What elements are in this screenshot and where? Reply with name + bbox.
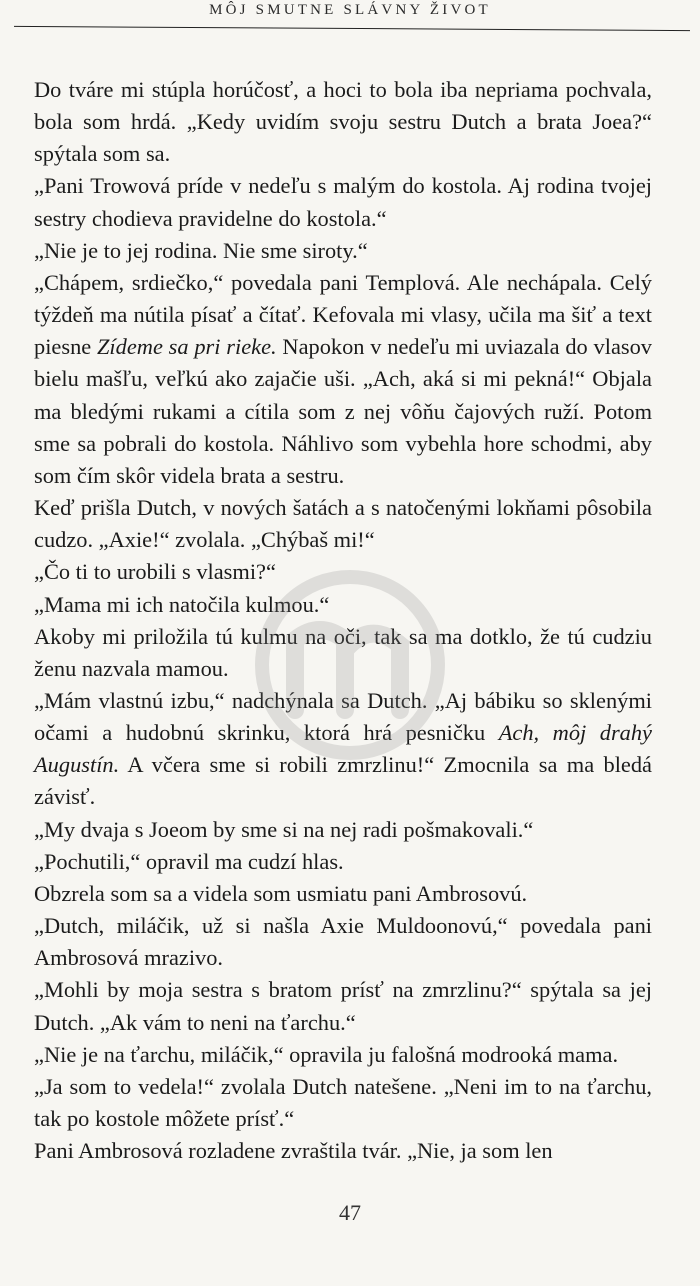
paragraph xyxy=(34,235,652,267)
text-segment: Do tváre mi stúpla horúčosť, a hoci to bola iba nepriama pochvala, bola som hrdá. „Kedy uvidím svoju sestru Dutch a brata Joea?“ spýtala som sa. xyxy=(34,77,652,167)
text-segment: Keď prišla Dutch, v nových šatách a s natočenými lokňami pôsobila cudzo. „Axie!“ zvolala. „Chýbaš mi!“ xyxy=(34,495,652,553)
paragraph xyxy=(34,974,652,1038)
text-segment: „Dutch, miláčik, už si našla Axie Muldoonovú,“ povedala pani Ambrosová mrazivo. xyxy=(34,913,652,971)
paragraph xyxy=(34,878,652,910)
paragraph xyxy=(34,910,652,974)
text-segment: Napokon v nedeľu mi uviazala do vlasov bielu mašľu, veľkú ako zajačie uši. „Ach, aká si mi pekná!“ Objala ma bledými rukami a cítila som z nej vôňu čajových ruží. Potom sme sa pobrali do kostola. Náhlivo som vybehla hore schodmi, aby som čím skôr videla brata a sestru. xyxy=(34,334,652,488)
body-text xyxy=(34,74,652,1167)
running-head: MÔJ SMUTNE SLÁVNY ŽIVOT xyxy=(209,2,491,18)
text-segment: „Mám vlastnú izbu,“ nadchýnala sa Dutch. „Aj bábiku so sklenými očami a hudobnú skrinku, ktorá hrá pesničku xyxy=(34,687,652,746)
text-segment: Akoby mi priložila tú kulmu na oči, tak sa ma dotklo, že tú cudziu ženu nazvala mamou. xyxy=(34,623,652,681)
text-segment: „Pochutili,“ opravil ma cudzí hlas. xyxy=(34,848,344,874)
paragraph xyxy=(34,621,652,685)
text-segment: „Pani Trowová príde v nedeľu s malým do kostola. Aj rodina tvojej sestry chodieva pravidelne do kostola.“ xyxy=(34,173,652,231)
paragraph xyxy=(34,74,652,170)
text-segment: „Mama mi ich natočila kulmou.“ xyxy=(34,591,330,617)
text-segment: „Čo ti to urobili s vlasmi?“ xyxy=(34,559,276,585)
page-number: 47 xyxy=(339,1200,361,1225)
text-segment: „Nie je to jej rodina. Nie sme siroty.“ xyxy=(34,237,368,263)
text-segment: „Mohli by moja sestra s bratom prísť na zmrzlinu?“ spýtala sa jej Dutch. „Ak vám to neni na ťarchu.“ xyxy=(34,977,652,1035)
paragraph xyxy=(34,589,652,621)
paragraph xyxy=(34,1135,652,1167)
paragraph xyxy=(34,846,652,878)
paragraph xyxy=(34,1039,652,1071)
paragraph xyxy=(34,170,652,234)
text-segment: „Nie je na ťarchu, miláčik,“ opravila ju falošná modrooká mama. xyxy=(34,1041,619,1067)
paragraph xyxy=(34,1071,652,1135)
text-segment: „Chápem, srdiečko,“ povedala pani Templová. Ale nechápala. Celý týždeň ma nútila písať a čítať. Kefovala mi vlasy, učila ma šiť a text piesne xyxy=(34,269,652,360)
paragraph xyxy=(34,556,652,588)
text-segment: „My dvaja s Joeom by sme si na nej radi pošmakovali.“ xyxy=(34,816,534,842)
paragraph xyxy=(34,814,652,846)
text-segment: Obzrela som sa a videla som usmiatu pani Ambrosovú. xyxy=(34,880,528,906)
text-segment: A včera sme si robili zmrzlinu!“ Zmocnila sa ma bledá závisť. xyxy=(34,752,652,810)
paragraph xyxy=(34,685,652,814)
paragraph xyxy=(34,492,652,556)
italic-title: Ach, môj drahý Augustín. xyxy=(34,720,652,778)
italic-title: Zídeme sa pri rieke. xyxy=(96,334,277,360)
header-rule xyxy=(14,26,690,31)
text-segment: Pani Ambrosová rozladene zvraštila tvár. „Nie, ja som len xyxy=(34,1138,553,1164)
paragraph xyxy=(34,267,652,492)
text-segment: „Ja som to vedela!“ zvolala Dutch natešene. „Neni im to na ťarchu, tak po kostole môžete prísť.“ xyxy=(34,1073,652,1131)
